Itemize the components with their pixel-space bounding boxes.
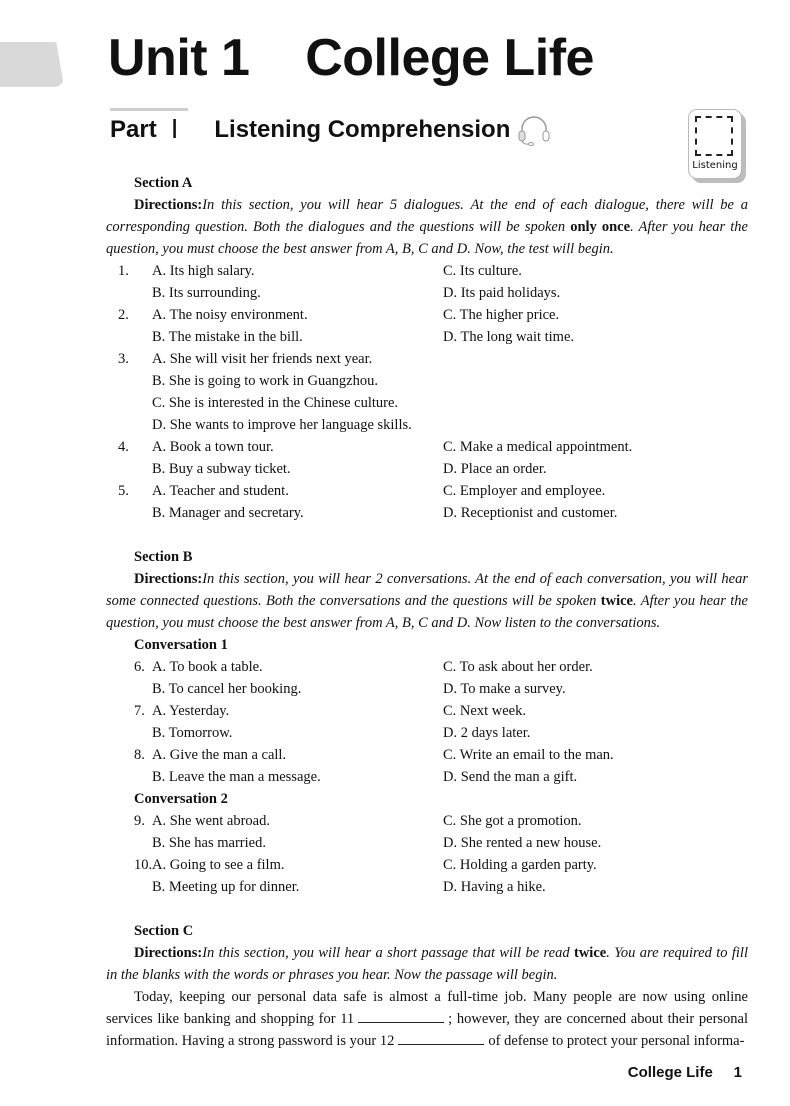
section-b-title: Section B <box>134 549 193 565</box>
option-b: B. Buy a subway ticket. <box>152 461 291 477</box>
question-2: 2. A. The noisy environment. C. The higher price. <box>106 304 748 326</box>
option-a: A. Yesterday. <box>152 703 230 719</box>
section-c-passage: Today, keeping our personal data safe is almost a full-time job. Many people are now using online services like banking and shopping for 11 ; however, they are concerned about their personal information. Having a strong password is your 12 of defense to protect your personal informa- <box>106 989 749 1049</box>
question-9: 9. A. She went abroad. C. She got a promotion. <box>106 810 748 832</box>
option-d: D. She wants to improve her language skills. <box>152 417 412 433</box>
option-d: D. Its paid holidays. <box>443 285 561 301</box>
badge-label: Listening <box>692 160 738 171</box>
exercise-content <box>106 172 748 1052</box>
question-7: 7. A. Yesterday. C. Next week. <box>106 700 748 722</box>
question-3: 3. A. She will visit her friends next year. <box>106 348 748 370</box>
qr-code-icon <box>695 116 733 156</box>
question-6: 6. A. To book a table. C. To ask about her order. <box>106 656 748 678</box>
section-c-directions: Directions:In this section, you will hear a short passage that will be read twice. You are required to fill in the blanks with the words or phrases you hear. Now the passage will begin. <box>106 945 748 983</box>
option-a: A. Give the man a call. <box>152 747 287 763</box>
option-a: A. Teacher and student. <box>152 483 289 499</box>
footer-title: College Life <box>627 1064 713 1081</box>
part-label: Part <box>110 116 157 143</box>
option-b: B. Manager and secretary. <box>152 505 304 521</box>
option-d: D. Receptionist and customer. <box>443 505 618 521</box>
option-c: C. Next week. <box>443 703 526 719</box>
unit-tab-decoration <box>0 42 64 87</box>
part-title <box>110 114 552 146</box>
option-c: C. Make a medical appointment. <box>443 439 633 455</box>
option-a: A. She went abroad. <box>152 813 270 829</box>
option-b: B. The mistake in the bill. <box>152 329 303 345</box>
part-numeral: Ⅰ <box>170 115 179 144</box>
question-4: 4. A. Book a town tour. C. Make a medical appointment. <box>106 436 748 458</box>
option-d: D. 2 days later. <box>443 725 531 741</box>
question-8: 8. A. Give the man a call. C. Write an email to the man. <box>106 744 748 766</box>
option-c: C. She is interested in the Chinese culture. <box>152 395 399 411</box>
option-a: A. She will visit her friends next year. <box>152 351 373 367</box>
option-d: D. The long wait time. <box>443 329 575 345</box>
option-d: D. Send the man a gift. <box>443 769 578 785</box>
option-c: C. The higher price. <box>443 307 560 323</box>
conversation-1-title: Conversation 1 <box>134 637 228 653</box>
headphone-icon <box>516 114 552 146</box>
option-a: A. Book a town tour. <box>152 439 274 455</box>
option-c: C. Write an email to the man. <box>443 747 614 763</box>
option-a: A. The noisy environment. <box>152 307 308 323</box>
blank-12[interactable] <box>398 1030 484 1045</box>
option-c: C. To ask about her order. <box>443 659 593 675</box>
option-b: B. Tomorrow. <box>152 725 233 741</box>
section-c-title: Section C <box>134 923 194 939</box>
conversation-2-title: Conversation 2 <box>134 791 228 807</box>
option-b: B. Leave the man a message. <box>152 769 321 785</box>
option-b: B. To cancel her booking. <box>152 681 302 697</box>
question-5: 5. A. Teacher and student. C. Employer and employee. <box>106 480 748 502</box>
option-c: C. Holding a garden party. <box>443 857 597 873</box>
part-name: Listening Comprehension <box>214 116 511 143</box>
option-d: D. Place an order. <box>443 461 547 477</box>
option-c: C. Employer and employee. <box>443 483 606 499</box>
page-number: 1 <box>733 1064 742 1081</box>
question-10: 10. A. Going to see a film. C. Holding a garden party. <box>106 854 748 876</box>
option-c: C. She got a promotion. <box>443 813 582 829</box>
option-c: C. Its culture. <box>443 263 522 279</box>
page-footer <box>628 1064 742 1081</box>
section-a-directions: Directions:In this section, you will hear 5 dialogues. At the end of each dialogue, there will be a corresponding question. Both the dialogues and the questions will be spoken only once. After you hear the question, you must choose the best answer from A, B, C and D. Now, the test will begin. <box>106 197 748 257</box>
option-a: A. Going to see a film. <box>152 857 285 873</box>
listening-qr-badge[interactable] <box>688 109 742 179</box>
section-b-directions: Directions:In this section, you will hear 2 conversations. At the end of each conversation, you will hear some connected questions. Both the conversations and the questions will be spoken twice. After you hear the question, you must choose the best answer from A, B, C and D. Now listen to the conversations. <box>106 571 748 631</box>
option-b: B. Its surrounding. <box>152 285 261 301</box>
part-divider <box>110 108 188 111</box>
option-a: A. To book a table. <box>152 659 263 675</box>
question-1: 1. A. Its high salary. C. Its culture. <box>106 260 748 282</box>
blank-11[interactable] <box>358 1008 444 1023</box>
unit-title: Unit 1 College Life <box>108 29 594 87</box>
option-b: B. She is going to work in Guangzhou. <box>152 373 378 389</box>
option-a: A. Its high salary. <box>152 263 255 279</box>
option-d: D. Having a hike. <box>443 879 546 895</box>
option-d: D. She rented a new house. <box>443 835 602 851</box>
option-d: D. To make a survey. <box>443 681 566 697</box>
section-a-title: Section A <box>134 175 193 191</box>
option-b: B. She has married. <box>152 835 266 851</box>
option-b: B. Meeting up for dinner. <box>152 879 300 895</box>
